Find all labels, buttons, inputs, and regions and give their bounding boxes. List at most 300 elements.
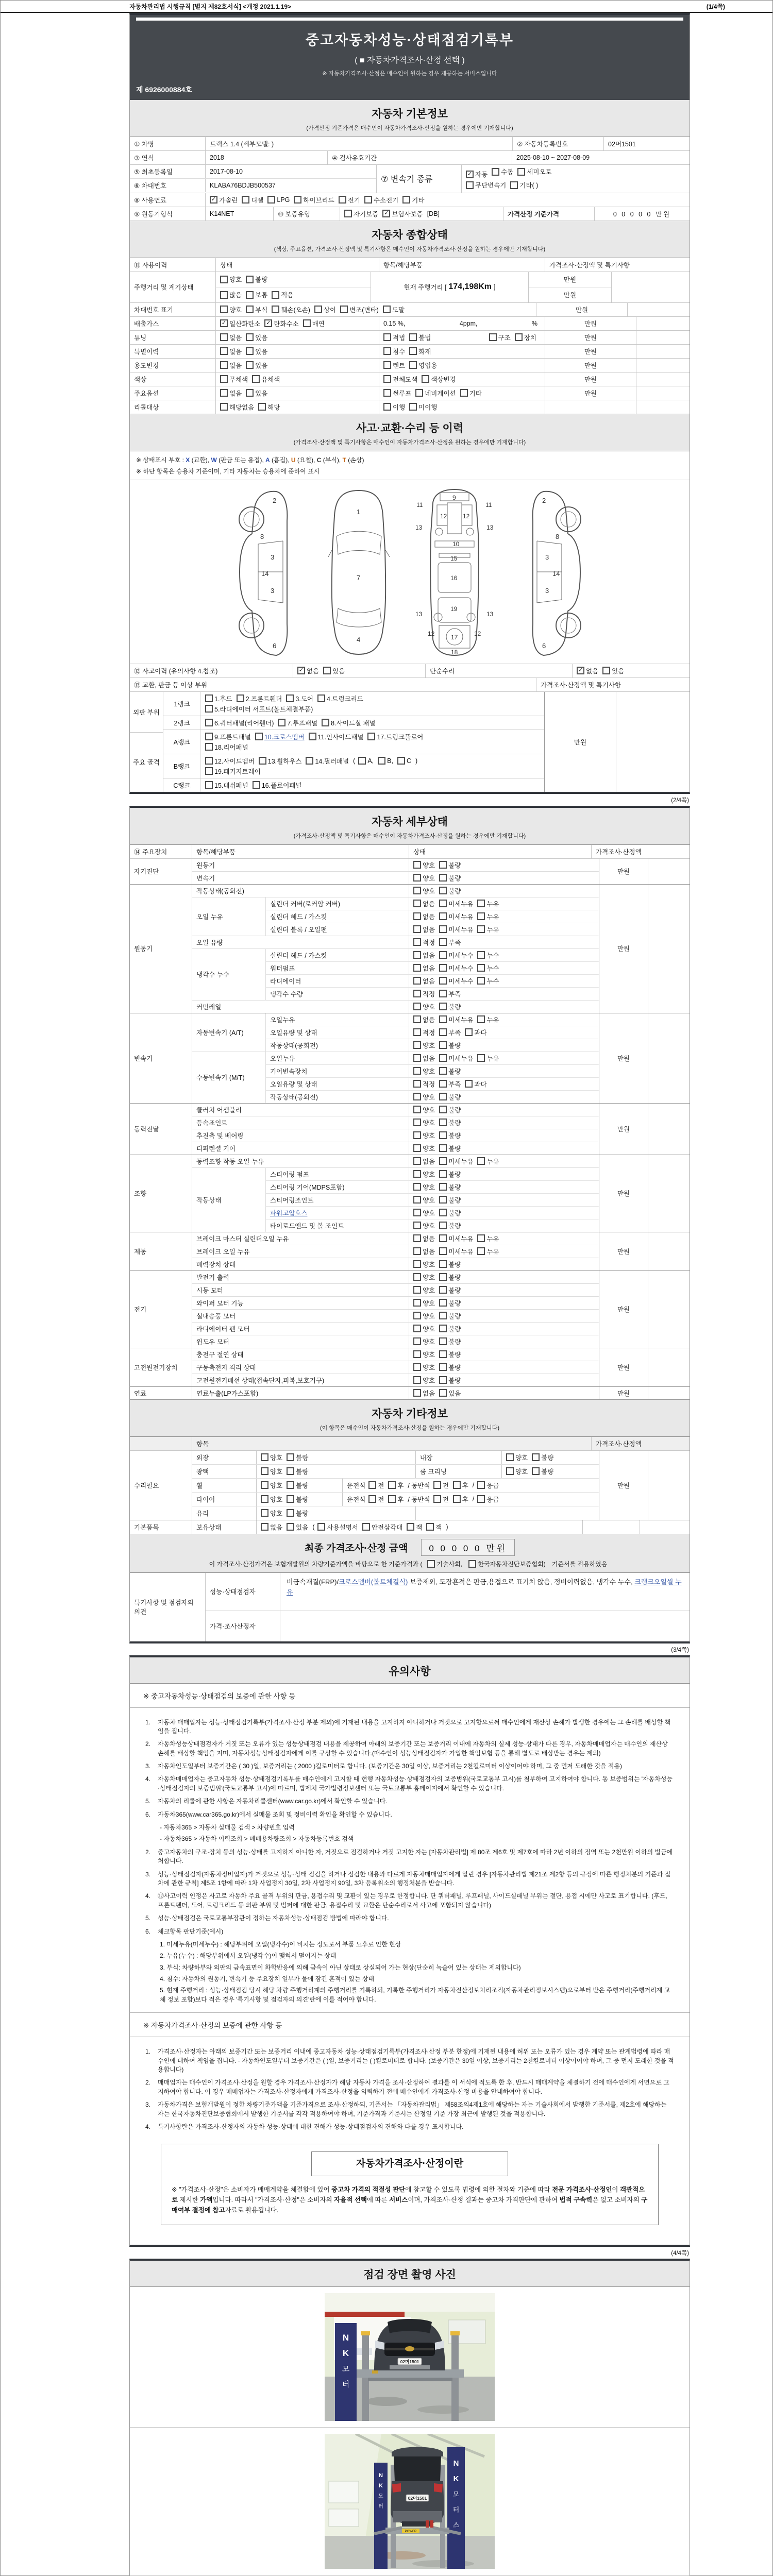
- checkbox-label: 미세누유: [448, 926, 474, 934]
- checkbox-탄화수소[interactable]: [264, 319, 298, 328]
- checkbox-box-icon: [407, 1523, 414, 1531]
- checkbox-15.대쉬패널[interactable]: [205, 781, 248, 790]
- checkbox-4.트렁크리드[interactable]: [317, 694, 363, 703]
- checkbox-부족[interactable]: [439, 989, 461, 998]
- checkbox-불량[interactable]: [439, 1273, 461, 1282]
- checkbox-네비게이션[interactable]: [415, 388, 456, 398]
- checkbox-세미오토[interactable]: [517, 167, 551, 176]
- svg-text:9: 9: [452, 494, 456, 501]
- text-segment: (요철),: [295, 456, 317, 464]
- notice-body-2: [130, 2037, 690, 2245]
- checkbox-있음[interactable]: [287, 1522, 308, 1532]
- checkbox-누유[interactable]: [477, 1234, 499, 1243]
- checkbox-불법[interactable]: [409, 333, 431, 342]
- checkbox-양호[interactable]: [413, 1311, 435, 1320]
- checkbox-1.후드[interactable]: [205, 694, 232, 703]
- checkbox-없음[interactable]: [413, 899, 435, 908]
- checkbox-불량[interactable]: [439, 1350, 461, 1359]
- checkbox-label: 불량: [448, 1183, 461, 1191]
- checkbox-누수[interactable]: [477, 963, 499, 973]
- checkbox-미이행[interactable]: [409, 402, 437, 412]
- page-title: 중고자동차성능·상태점검기록부: [305, 32, 514, 48]
- checkbox-불량[interactable]: [439, 1376, 461, 1385]
- checkbox-없음[interactable]: [413, 1054, 435, 1063]
- checkbox-침수[interactable]: [383, 347, 405, 356]
- checkbox-잭[interactable]: [407, 1522, 422, 1532]
- checkbox-기타( )[interactable]: [510, 180, 538, 190]
- checkbox-없음[interactable]: [297, 666, 319, 675]
- checkbox-label: 없음: [423, 1235, 435, 1243]
- checkbox-누수[interactable]: [477, 951, 499, 960]
- checkbox-양호[interactable]: [506, 1453, 528, 1462]
- col-item: 항목: [192, 1437, 592, 1450]
- checkbox-불량[interactable]: [532, 1453, 553, 1462]
- checkbox-누유[interactable]: [477, 912, 499, 921]
- checkbox-수소전기[interactable]: [364, 195, 398, 205]
- text-segment: U: [291, 456, 296, 464]
- checkbox-C[interactable]: [397, 757, 411, 765]
- checkbox-해당없음[interactable]: [220, 402, 254, 412]
- checkbox-무단변속기[interactable]: [466, 180, 506, 190]
- checkbox-불량[interactable]: [439, 1170, 461, 1179]
- checkbox-label: 없음: [423, 1016, 435, 1024]
- checkbox-label: 불량: [448, 1042, 461, 1049]
- checkbox-기술사회,[interactable]: [427, 1560, 462, 1568]
- checkbox-11.인사이드패널[interactable]: [309, 732, 364, 741]
- checkbox-미세누유[interactable]: [439, 899, 473, 908]
- checkbox-양호[interactable]: [413, 1092, 435, 1101]
- checkbox-불량[interactable]: [439, 1285, 461, 1295]
- item-label: 클러치 어셈블리: [192, 1104, 409, 1116]
- checkbox-없음[interactable]: [220, 388, 242, 398]
- checkbox-없음[interactable]: [413, 925, 435, 934]
- checkbox-있음[interactable]: [439, 1388, 461, 1398]
- checkbox-양호[interactable]: [413, 1170, 435, 1179]
- checkbox-불량[interactable]: [439, 1131, 461, 1140]
- svg-text:터: 터: [378, 2503, 383, 2510]
- checkbox-누유[interactable]: [477, 1054, 499, 1063]
- checkbox-미세누유[interactable]: [439, 1054, 473, 1063]
- checkbox-있음[interactable]: [246, 361, 267, 370]
- notice-subtext: - 자동차365 > 자동차 이력조회 > 매매용차량조회 > 자동차등록번호 검색: [160, 1835, 354, 1843]
- checkbox-불량[interactable]: [439, 886, 461, 895]
- checkbox-부족[interactable]: [439, 938, 461, 947]
- checkbox-불량[interactable]: [287, 1467, 308, 1476]
- checkbox-부족[interactable]: [439, 1028, 461, 1037]
- checkbox-자기보증[interactable]: [344, 209, 378, 218]
- text-segment: 비금속재질(FRP)/: [287, 1578, 339, 1586]
- svg-text:7: 7: [356, 573, 360, 582]
- checkbox-구조[interactable]: [489, 333, 511, 342]
- checkbox-불량[interactable]: [287, 1481, 308, 1490]
- checkbox-전체도색[interactable]: [383, 375, 417, 384]
- checkbox-양호[interactable]: [413, 1118, 435, 1127]
- checkbox-누유[interactable]: [477, 1015, 499, 1024]
- checkbox-불량[interactable]: [439, 1195, 461, 1205]
- checkbox-19.패키지트레이[interactable]: [205, 767, 261, 776]
- checkbox-양호[interactable]: [413, 1066, 435, 1076]
- checkbox-없음[interactable]: [413, 1015, 435, 1024]
- checkbox-불량[interactable]: [287, 1453, 308, 1462]
- state-options: [409, 910, 599, 923]
- checkbox-변조(변타)[interactable]: [340, 305, 379, 314]
- checkbox-label: 양호: [423, 1119, 435, 1127]
- svg-text:6: 6: [272, 641, 276, 650]
- checkbox-수동[interactable]: [492, 167, 513, 176]
- checkbox-양호[interactable]: [413, 1285, 435, 1295]
- notes-cell: [636, 400, 690, 414]
- checkbox-box-icon: [439, 1183, 447, 1191]
- checkbox-양호[interactable]: [413, 1041, 435, 1050]
- checkbox-양호[interactable]: [413, 873, 435, 883]
- notice-subitem: [147, 1986, 674, 2004]
- checkbox-안전삼각대[interactable]: [362, 1522, 402, 1532]
- checkbox-box-icon: [413, 1144, 421, 1152]
- checkbox-18.리어패널[interactable]: [205, 742, 248, 752]
- notice-text: 자동차인도일부터 보증기간은 ( 30 )일, 보증거리는 ( 2000 )킬로미터로 합니다. (보증기간은 30일 이상, 보증거리는 2천킬로미터 이상이어야 하며, 그 중 먼저 도래한 것을 적용): [158, 1762, 623, 1770]
- checkbox-label: 잭: [435, 1523, 442, 1531]
- checkbox-양호[interactable]: [413, 886, 435, 895]
- checkbox-한국자동차진단보증협회)[interactable]: [468, 1560, 546, 1568]
- item-row: [266, 1194, 599, 1207]
- checkbox-화재[interactable]: [409, 347, 431, 356]
- checkbox-불량[interactable]: [439, 1118, 461, 1127]
- checkbox-양호[interactable]: [413, 1324, 435, 1333]
- checkbox-17.트렁크플로어[interactable]: [367, 732, 423, 741]
- checkbox-적정[interactable]: [413, 938, 435, 947]
- checkbox-box-icon: [322, 719, 329, 726]
- car-diagram-side-left-icon: [227, 487, 305, 657]
- checkbox-box-icon: [362, 1523, 370, 1531]
- checkbox-8.사이드실 패널[interactable]: [322, 718, 375, 727]
- checkbox-label: 불량: [448, 1209, 461, 1217]
- checkbox-양호[interactable]: [413, 1144, 435, 1153]
- checkbox-양호[interactable]: [413, 1260, 435, 1269]
- checkbox-후[interactable]: [453, 1481, 468, 1490]
- checkbox-후[interactable]: [453, 1495, 468, 1504]
- checkbox-미세누수[interactable]: [439, 951, 473, 960]
- checkbox-누유[interactable]: [477, 1157, 499, 1166]
- checkbox-누유[interactable]: [477, 1247, 499, 1256]
- checkbox-양호[interactable]: [413, 1376, 435, 1385]
- checkbox-양호[interactable]: [413, 1337, 435, 1346]
- checkbox-도말[interactable]: [383, 305, 405, 314]
- checkbox-14.필러패널[interactable]: [306, 756, 349, 766]
- checkbox-양호[interactable]: [413, 1298, 435, 1308]
- checkbox-box-icon: [439, 1222, 447, 1229]
- svg-text:18: 18: [450, 648, 458, 656]
- checkbox-해당[interactable]: [258, 402, 280, 412]
- checkbox-box-icon: [246, 347, 254, 355]
- checkbox-없음[interactable]: [413, 963, 435, 973]
- checkbox-불량[interactable]: [439, 1337, 461, 1346]
- checkbox-label: 불량: [448, 1338, 461, 1346]
- checkbox-양호[interactable]: [413, 1002, 435, 1011]
- rank-label: 2랭크: [163, 716, 201, 730]
- checkbox-전[interactable]: [433, 1495, 449, 1504]
- checkbox-적법[interactable]: [383, 333, 405, 342]
- checkbox-없음[interactable]: [413, 976, 435, 986]
- checkbox-불량[interactable]: [439, 1260, 461, 1269]
- checkbox-box-icon: [383, 389, 391, 397]
- checkbox-미세누유[interactable]: [439, 1015, 473, 1024]
- checkbox-7.루프패널[interactable]: [278, 718, 317, 727]
- checkbox-사용설명서[interactable]: [317, 1522, 358, 1532]
- checkbox-불량[interactable]: [246, 275, 267, 284]
- checkbox-양호[interactable]: [413, 1273, 435, 1282]
- checkbox-미세누유[interactable]: [439, 1247, 473, 1256]
- checkbox-5.라디에이터 서포트(볼트체결부품)[interactable]: [205, 704, 313, 714]
- notes-cell: [636, 386, 690, 400]
- checkbox-불량[interactable]: [439, 873, 461, 883]
- checkbox-적정[interactable]: [413, 1079, 435, 1089]
- checkbox-있음[interactable]: [246, 388, 267, 398]
- checkbox-누유[interactable]: [477, 925, 499, 934]
- checkbox-없음[interactable]: [413, 1157, 435, 1166]
- checkbox-불량[interactable]: [439, 1221, 461, 1230]
- checkbox-label: 양호: [423, 1377, 435, 1384]
- checkbox-label: 양호: [423, 1183, 435, 1191]
- checkbox-썬루프[interactable]: [383, 388, 411, 398]
- checkbox-불량[interactable]: [439, 1092, 461, 1101]
- checkbox-box-icon: [252, 375, 260, 383]
- checkbox-미세누유[interactable]: [439, 1234, 473, 1243]
- price-unit: 만원: [599, 885, 648, 1013]
- checkbox-과다[interactable]: [465, 1079, 486, 1089]
- checkbox-미세누수[interactable]: [439, 976, 473, 986]
- checkbox-불량[interactable]: [287, 1495, 308, 1504]
- checkbox-3.도어[interactable]: [286, 694, 313, 703]
- checkbox-전[interactable]: [368, 1495, 384, 1504]
- checkbox-B,[interactable]: [378, 757, 393, 765]
- checkbox-양호[interactable]: [220, 305, 242, 314]
- checkbox-box-icon: [413, 1028, 421, 1036]
- checkbox-불량[interactable]: [439, 1363, 461, 1372]
- notes-cell: [648, 1013, 690, 1103]
- checkbox-누유[interactable]: [477, 899, 499, 908]
- checkbox-양호[interactable]: [413, 860, 435, 870]
- checkbox-응급[interactable]: [477, 1495, 499, 1504]
- checkbox-응급[interactable]: [477, 1481, 499, 1490]
- notice-subtext: 3. 부식: 차량하부와 외판의 금속표면이 화학반응에 의해 금속이 아닌 상태로 상실되어 가는 현상(단순히 녹슬어 있는 상태는 제외합니다): [160, 1963, 521, 1971]
- checkbox-label: 15.대쉬패널: [214, 782, 248, 789]
- checkbox-양호[interactable]: [413, 1363, 435, 1372]
- exchange-header-row: [130, 678, 690, 692]
- checkbox-불량[interactable]: [439, 1066, 461, 1076]
- checkbox-불량[interactable]: [439, 1182, 461, 1192]
- checkbox-후[interactable]: [388, 1481, 404, 1490]
- simple-repair-options: [573, 664, 690, 677]
- checkbox-box-icon: [413, 1299, 421, 1307]
- checkbox-색상변경[interactable]: [422, 375, 456, 384]
- checkbox-box-icon: [439, 1234, 447, 1242]
- checkbox-자동[interactable]: [466, 170, 488, 179]
- svg-text:N: N: [379, 2472, 383, 2479]
- notice-text: 매매업자는 매수인이 가격조사·산정을 원할 경우 가격조사·산정자가 해당 자동차 가격을 조사·산정하여 결과를 이 서식에 적도록 한 후, 반드시 매매계약을 체결하기 전에 매수인에게 서면으로 고지하여야 합니다. 이 경우 매매업자는 가격조사·산정자에게 가격조사·산정을 의뢰하기 전에 매수인에게 가격조사·산정 비용을 안내하여야 합니다.: [158, 2079, 669, 2095]
- checkbox-없음[interactable]: [220, 333, 242, 342]
- checkbox-없음[interactable]: [577, 666, 598, 675]
- checkbox-양호[interactable]: [261, 1495, 282, 1504]
- checkbox-10.크로스멤버[interactable]: [255, 732, 305, 741]
- checkbox-양호[interactable]: [413, 1208, 435, 1217]
- checkbox-없음[interactable]: [413, 1388, 435, 1398]
- checkbox-무채색[interactable]: [220, 375, 248, 384]
- checkbox-매연[interactable]: [303, 319, 325, 328]
- checkbox-훼손(오손)[interactable]: [272, 305, 310, 314]
- checkbox-box-icon: [439, 1363, 447, 1371]
- checkbox-미세누유[interactable]: [439, 925, 473, 934]
- checkbox-label: 불량: [448, 1325, 461, 1333]
- notice-item: [145, 1848, 674, 1866]
- checkbox-양호[interactable]: [261, 1467, 282, 1476]
- checkbox-A,[interactable]: [358, 757, 374, 765]
- checkbox-없음[interactable]: [220, 361, 242, 370]
- checkbox-없음[interactable]: [220, 347, 242, 356]
- checkbox-적정[interactable]: [413, 989, 435, 998]
- checkbox-적음[interactable]: [272, 290, 293, 299]
- price-unit: 만원: [563, 292, 577, 299]
- checkbox-box-icon: [205, 694, 213, 702]
- checkbox-label: 양호: [423, 1196, 435, 1204]
- svg-text:3: 3: [270, 553, 274, 561]
- label: 광택: [192, 1465, 257, 1478]
- item-row: [192, 1284, 599, 1297]
- checkbox-불량[interactable]: [439, 1311, 461, 1320]
- label: 내장: [416, 1451, 502, 1464]
- notice-number: 6.: [145, 1810, 151, 1818]
- checkbox-하이브리드[interactable]: [294, 195, 334, 205]
- checkbox-없음[interactable]: [413, 951, 435, 960]
- checkbox-13.휠하우스[interactable]: [259, 756, 302, 766]
- checkbox-6.쿼터패널(리어휀더)[interactable]: [205, 718, 274, 727]
- checkbox-없음[interactable]: [413, 912, 435, 921]
- checkbox-있음[interactable]: [246, 333, 267, 342]
- checkbox-box-icon: [477, 977, 485, 985]
- checkbox-box-icon: [413, 1106, 421, 1113]
- checkbox-후[interactable]: [388, 1495, 404, 1504]
- checkbox-양호[interactable]: [413, 1182, 435, 1192]
- checkbox-미세누수[interactable]: [439, 963, 473, 973]
- checkbox-미세누유[interactable]: [439, 912, 473, 921]
- checkbox-양호[interactable]: [413, 1105, 435, 1114]
- transmission-options-line2: [466, 180, 542, 191]
- checkbox-양호[interactable]: [413, 1350, 435, 1359]
- checkbox-렌트[interactable]: [383, 361, 405, 370]
- checkbox-있음[interactable]: [602, 666, 624, 675]
- checkbox-없음[interactable]: [261, 1522, 282, 1532]
- checkbox-없음[interactable]: [413, 1247, 435, 1256]
- checkbox-있음[interactable]: [323, 666, 345, 675]
- checkbox-불량[interactable]: [439, 1041, 461, 1050]
- checkbox-이행[interactable]: [383, 402, 405, 412]
- label: 특별이력: [130, 345, 216, 358]
- checkbox-누수[interactable]: [477, 976, 499, 986]
- checkbox-box-icon: [259, 757, 266, 765]
- checkbox-label: 양호: [423, 1209, 435, 1217]
- checkbox-box-icon: [383, 306, 391, 313]
- checkbox-label: 불량: [448, 1132, 461, 1140]
- checkbox-LPG[interactable]: [267, 196, 290, 204]
- checkbox-보험사보증[interactable]: [382, 209, 423, 218]
- checkbox-전[interactable]: [368, 1481, 384, 1490]
- checkbox-양호[interactable]: [220, 275, 242, 284]
- checkbox-없음[interactable]: [413, 1234, 435, 1243]
- overall-row: [130, 386, 690, 400]
- checkbox-불량[interactable]: [439, 1144, 461, 1153]
- checkbox-불량[interactable]: [439, 860, 461, 870]
- checkbox-양호[interactable]: [413, 1131, 435, 1140]
- notice-subnumber: [147, 1940, 160, 1949]
- checkbox-label: 없음: [229, 334, 242, 342]
- checkbox-box-icon: [246, 361, 254, 369]
- checkbox-불량[interactable]: [439, 1105, 461, 1114]
- checkbox-유채색[interactable]: [252, 375, 280, 384]
- checkbox-기타[interactable]: [460, 388, 482, 398]
- checkbox-불량[interactable]: [532, 1467, 553, 1476]
- price-unit: 만원: [599, 1013, 648, 1103]
- checkbox-적정[interactable]: [413, 1028, 435, 1037]
- checkbox-불량[interactable]: [287, 1509, 308, 1518]
- checkbox-상이[interactable]: [314, 305, 336, 314]
- svg-text:12: 12: [440, 512, 447, 520]
- checkbox-불량[interactable]: [439, 1324, 461, 1333]
- zone-column: [130, 692, 163, 792]
- text: ): [446, 1523, 448, 1531]
- notice-subtext: 4. 침수: 자동차의 원동기, 변속기 등 주요장치 일부가 물에 잠긴 흔적이 있는 상태: [160, 1975, 375, 1983]
- checkbox-디젤[interactable]: [242, 195, 263, 205]
- checkbox-과다[interactable]: [465, 1028, 486, 1037]
- checkbox-양호[interactable]: [413, 1195, 435, 1205]
- checkbox-가솔린[interactable]: [210, 195, 238, 205]
- checkbox-12.사이드멤버[interactable]: [205, 756, 255, 766]
- checkbox-일산화탄소[interactable]: [220, 319, 260, 328]
- checkbox-2.프론트휀더[interactable]: [237, 694, 282, 703]
- checkbox-label: 누유: [486, 1016, 499, 1024]
- checkbox-양호[interactable]: [413, 1221, 435, 1230]
- checkbox-기타[interactable]: [402, 195, 424, 205]
- checkbox-전[interactable]: [433, 1481, 449, 1490]
- checkbox-보통[interactable]: [246, 290, 267, 299]
- checkbox-label: 부족: [448, 1029, 461, 1037]
- checkbox-label: 양호: [270, 1482, 283, 1489]
- checkbox-전기[interactable]: [339, 195, 360, 205]
- checkbox-잭[interactable]: [426, 1522, 442, 1532]
- checkbox-장치[interactable]: [515, 333, 536, 342]
- checkbox-부족[interactable]: [439, 1079, 461, 1089]
- checkbox-양호[interactable]: [261, 1509, 282, 1518]
- checkbox-box-icon: [477, 1157, 485, 1165]
- checkbox-양호[interactable]: [261, 1453, 282, 1462]
- label: 차대번호 표기: [130, 303, 216, 316]
- checkbox-많음[interactable]: [220, 290, 242, 299]
- checkbox-미세누유[interactable]: [439, 1157, 473, 1166]
- checkbox-불량[interactable]: [439, 1002, 461, 1011]
- checkbox-불량[interactable]: [439, 1298, 461, 1308]
- checkbox-부식[interactable]: [246, 305, 267, 314]
- checkbox-있음[interactable]: [246, 347, 267, 356]
- checkbox-영업용[interactable]: [409, 361, 437, 370]
- rank-item-line: [205, 704, 540, 714]
- checkbox-양호[interactable]: [261, 1481, 282, 1490]
- checkbox-9.프론트패널[interactable]: [205, 732, 251, 741]
- item-row: [266, 910, 599, 923]
- checkbox-box-icon: [439, 1118, 447, 1126]
- checkbox-양호[interactable]: [506, 1467, 528, 1476]
- checkbox-불량[interactable]: [439, 1208, 461, 1217]
- notice-number: 3.: [145, 1870, 151, 1878]
- checkbox-box-icon: [413, 925, 421, 933]
- checkbox-16.플로어패널[interactable]: [253, 781, 302, 790]
